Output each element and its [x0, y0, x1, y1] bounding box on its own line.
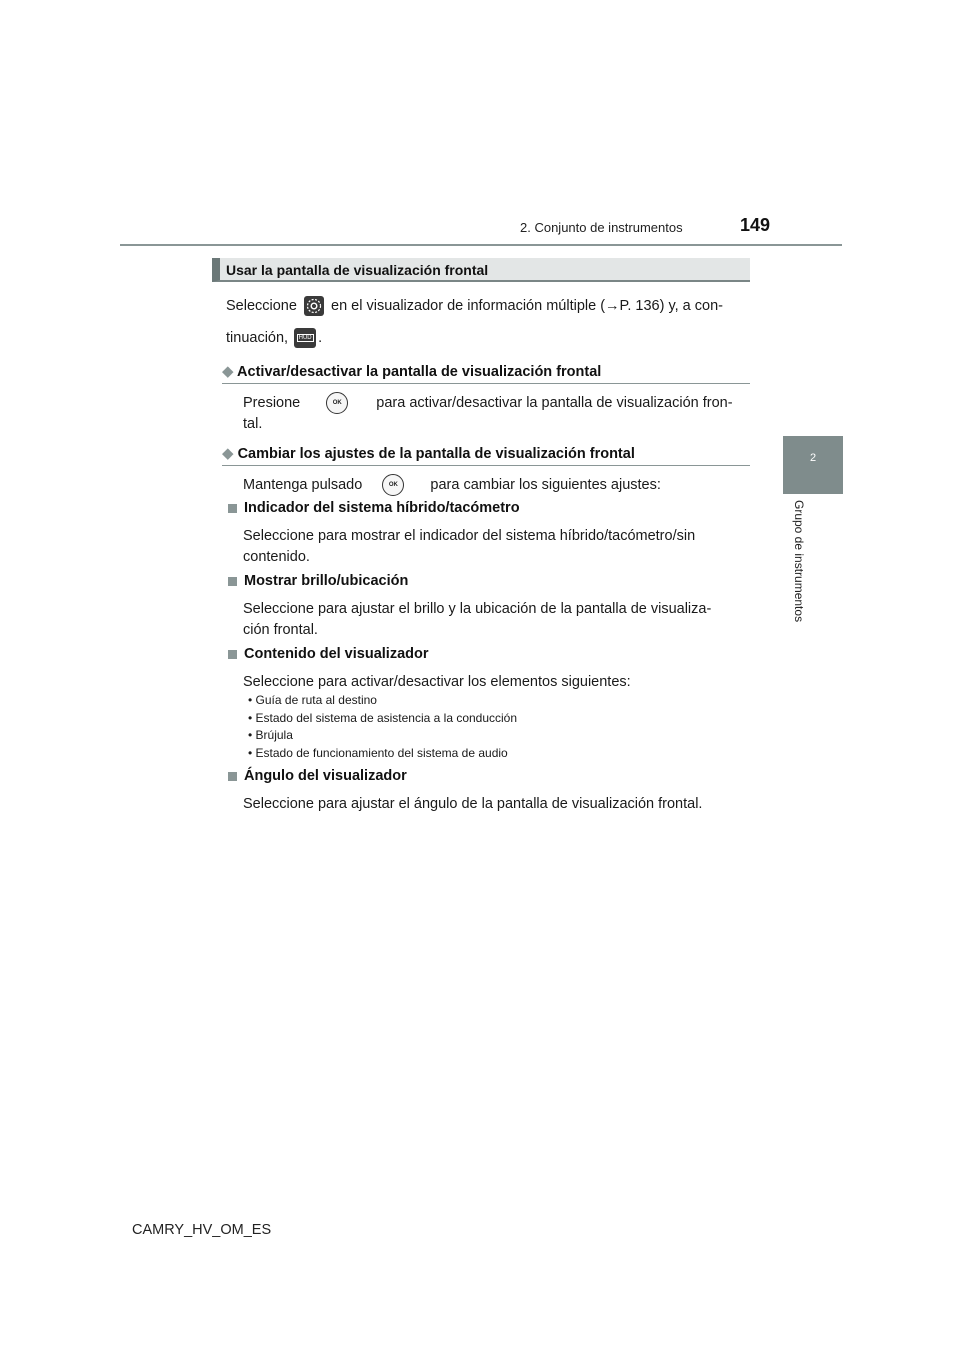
ok-button-icon: OK — [382, 474, 404, 496]
item-text: ción frontal. — [243, 622, 318, 638]
square-bullet-icon — [228, 650, 237, 659]
diamond-icon: ◆ — [222, 363, 234, 380]
chapter-tab-number: 2 — [809, 452, 817, 464]
intro-line-2: tinuación, HUD . — [226, 328, 322, 348]
item-text: Seleccione para ajustar el brillo y la ubicación de la pantalla de visualiza- — [243, 601, 712, 617]
list-item: • Estado de funcionamiento del sistema de audio — [248, 745, 517, 763]
ok-button-icon: OK — [326, 392, 348, 414]
toggle-heading: ◆ Activar/desactivar la pantalla de visualización frontal — [222, 363, 602, 380]
square-bullet-icon — [228, 772, 237, 781]
page-number: 149 — [740, 215, 771, 235]
running-header: 2. Conjunto de instrumentos — [520, 220, 683, 235]
item-title: Indicador del sistema híbrido/tacómetro — [228, 500, 520, 516]
change-heading: ◆ Cambiar los ajustes de la pantalla de visualización frontal — [222, 445, 635, 462]
item-title: Ángulo del visualizador — [228, 768, 407, 784]
bullet-list — [248, 692, 517, 762]
square-bullet-icon — [228, 504, 237, 513]
item-text: Seleccione para ajustar el ángulo de la pantalla de visualización frontal. — [243, 796, 703, 812]
footer-document-code: CAMRY_HV_OM_ES — [132, 1222, 272, 1238]
intro-line-1: Seleccione en el visualizador de información múltiple (→P. 136) y, a con- — [226, 296, 756, 316]
toggle-line-1: Presione OK para activar/desactivar la pantalla de visualización fron- — [243, 392, 748, 414]
diamond-icon: ◆ — [222, 445, 234, 462]
chapter-tab-title: Grupo de instrumentos — [792, 500, 806, 623]
item-title: Contenido del visualizador — [228, 646, 429, 662]
toggle-heading-rule — [222, 383, 750, 384]
header-rule — [120, 244, 842, 246]
item-title: Mostrar brillo/ubicación — [228, 573, 408, 589]
change-line-1: Mantenga pulsado OK para cambiar los siguientes ajustes: — [243, 474, 661, 496]
gear-icon — [304, 296, 324, 316]
toggle-line-2: tal. — [243, 416, 263, 432]
list-item: • Brújula — [248, 727, 517, 745]
square-bullet-icon — [228, 577, 237, 586]
chapter-tab — [783, 436, 843, 494]
hud-icon: HUD — [294, 328, 316, 348]
list-item: • Guía de ruta al destino — [248, 692, 517, 710]
change-heading-rule — [222, 465, 750, 466]
section-title: Usar la pantalla de visualización frontal — [226, 262, 489, 278]
list-item: • Estado del sistema de asistencia a la conducción — [248, 710, 517, 728]
item-text: Seleccione para activar/desactivar los elementos siguientes: — [243, 674, 631, 690]
item-text: Seleccione para mostrar el indicador del sistema híbrido/tacómetro/sin — [243, 528, 696, 544]
item-text: contenido. — [243, 549, 310, 565]
gear-icon-svg — [304, 296, 324, 316]
